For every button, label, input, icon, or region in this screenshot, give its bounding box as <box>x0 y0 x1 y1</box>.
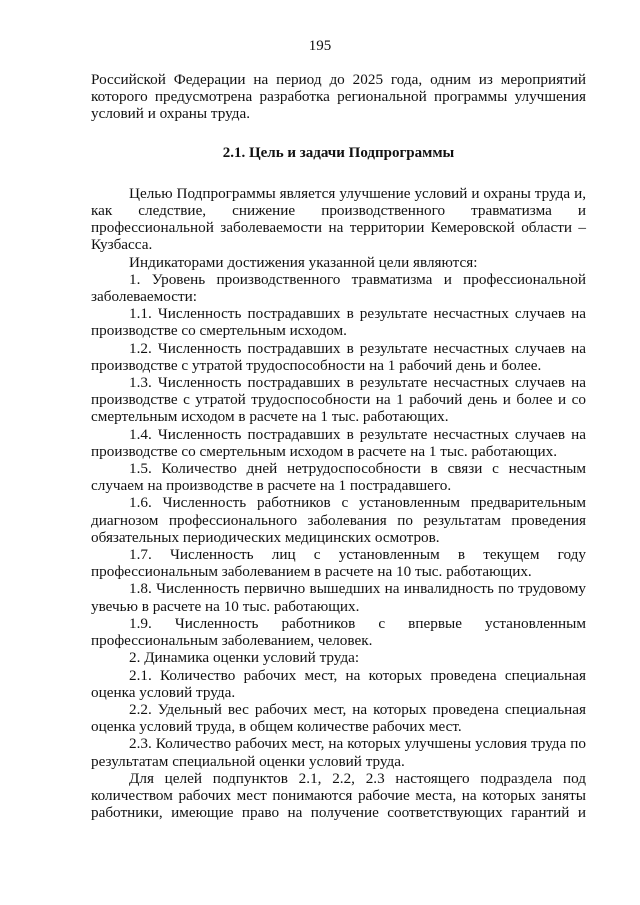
indicator-group-1: 1. Уровень производственного травматизма и профессиональной заболеваемости: <box>91 270 586 306</box>
indicator-group-2: 2. Динамика оценки условий труда: <box>129 649 360 667</box>
page-number: 195 <box>308 38 332 54</box>
indicator-2-1: 2.1. Количество рабочих мест, на которых проведена специальная оценка условий труда. <box>91 666 586 701</box>
intro-paragraph: Российской Федерации на период до 2025 года, одним из мероприятий которого предусмотрена разработка региональной программы улучшения условий и охраны труда. <box>91 71 586 123</box>
indicator-2-3: 2.3. Количество рабочих мест, на которых улучшены условия труда по результатам специальной оценки условий труда. <box>91 735 586 770</box>
indicator-1-6: 1.6. Численность работников с установленным предварительным диагнозом профессионального заболевания по результатам проведения обязательных периодических медицинских осмотров. <box>91 494 586 546</box>
indicator-1-7: 1.7. Численность лиц с установленным в текущем году профессиональным заболеванием в расчете на 10 тыс. работающих. <box>91 546 586 581</box>
indicator-1-1: 1.1. Численность пострадавших в результате несчастных случаев на производстве со смертельным исходом. <box>91 305 586 340</box>
indicator-1-4: 1.4. Численность пострадавших в результате несчастных случаев на производстве со смертельным исходом в расчете на 1 тыс. работающих. <box>91 425 586 460</box>
goal-paragraph: Целью Подпрограммы является улучшение условий и охраны труда и, как следствие, снижение производственного травматизма и профессиональной заболеваемости на территории Кемеровской области – Кузбасса. <box>91 184 586 254</box>
indicator-1-5: 1.5. Количество дней нетрудоспособности в связи с несчастным случаем на производстве в расчете на 1 пострадавшего. <box>91 460 586 495</box>
indicator-1-2: 1.2. Численность пострадавших в результате несчастных случаев на производстве с утратой трудоспособности на 1 рабочий день и более. <box>91 339 586 374</box>
indicator-1-8: 1.8. Численность первично вышедших на инвалидность по трудовому увечью в расчете на 10 тыс. работающих. <box>91 580 586 615</box>
indicators-intro: Индикаторами достижения указанной цели являются: <box>129 253 478 271</box>
document-body <box>91 71 586 821</box>
definition-paragraph: Для целей подпунктов 2.1, 2.2, 2.3 настоящего подраздела под количеством рабочих мест понимаются рабочие места, на которых заняты работники, имеющие право на получение соответствующих гарантий и <box>91 769 586 822</box>
indicator-1-9: 1.9. Численность работников с впервые установленным профессиональным заболеванием, человек. <box>91 614 586 650</box>
indicator-1-3: 1.3. Численность пострадавших в результате несчастных случаев на производстве с утратой трудоспособности на 1 рабочий день и более и со смертельным исходом в расчете на 1 тыс. работающих. <box>91 374 586 426</box>
section-heading: 2.1. Цель и задачи Подпрограммы <box>222 144 455 161</box>
indicator-2-2: 2.2. Удельный вес рабочих мест, на которых проведена специальная оценка условий труда, в общем количестве рабочих мест. <box>91 700 586 736</box>
